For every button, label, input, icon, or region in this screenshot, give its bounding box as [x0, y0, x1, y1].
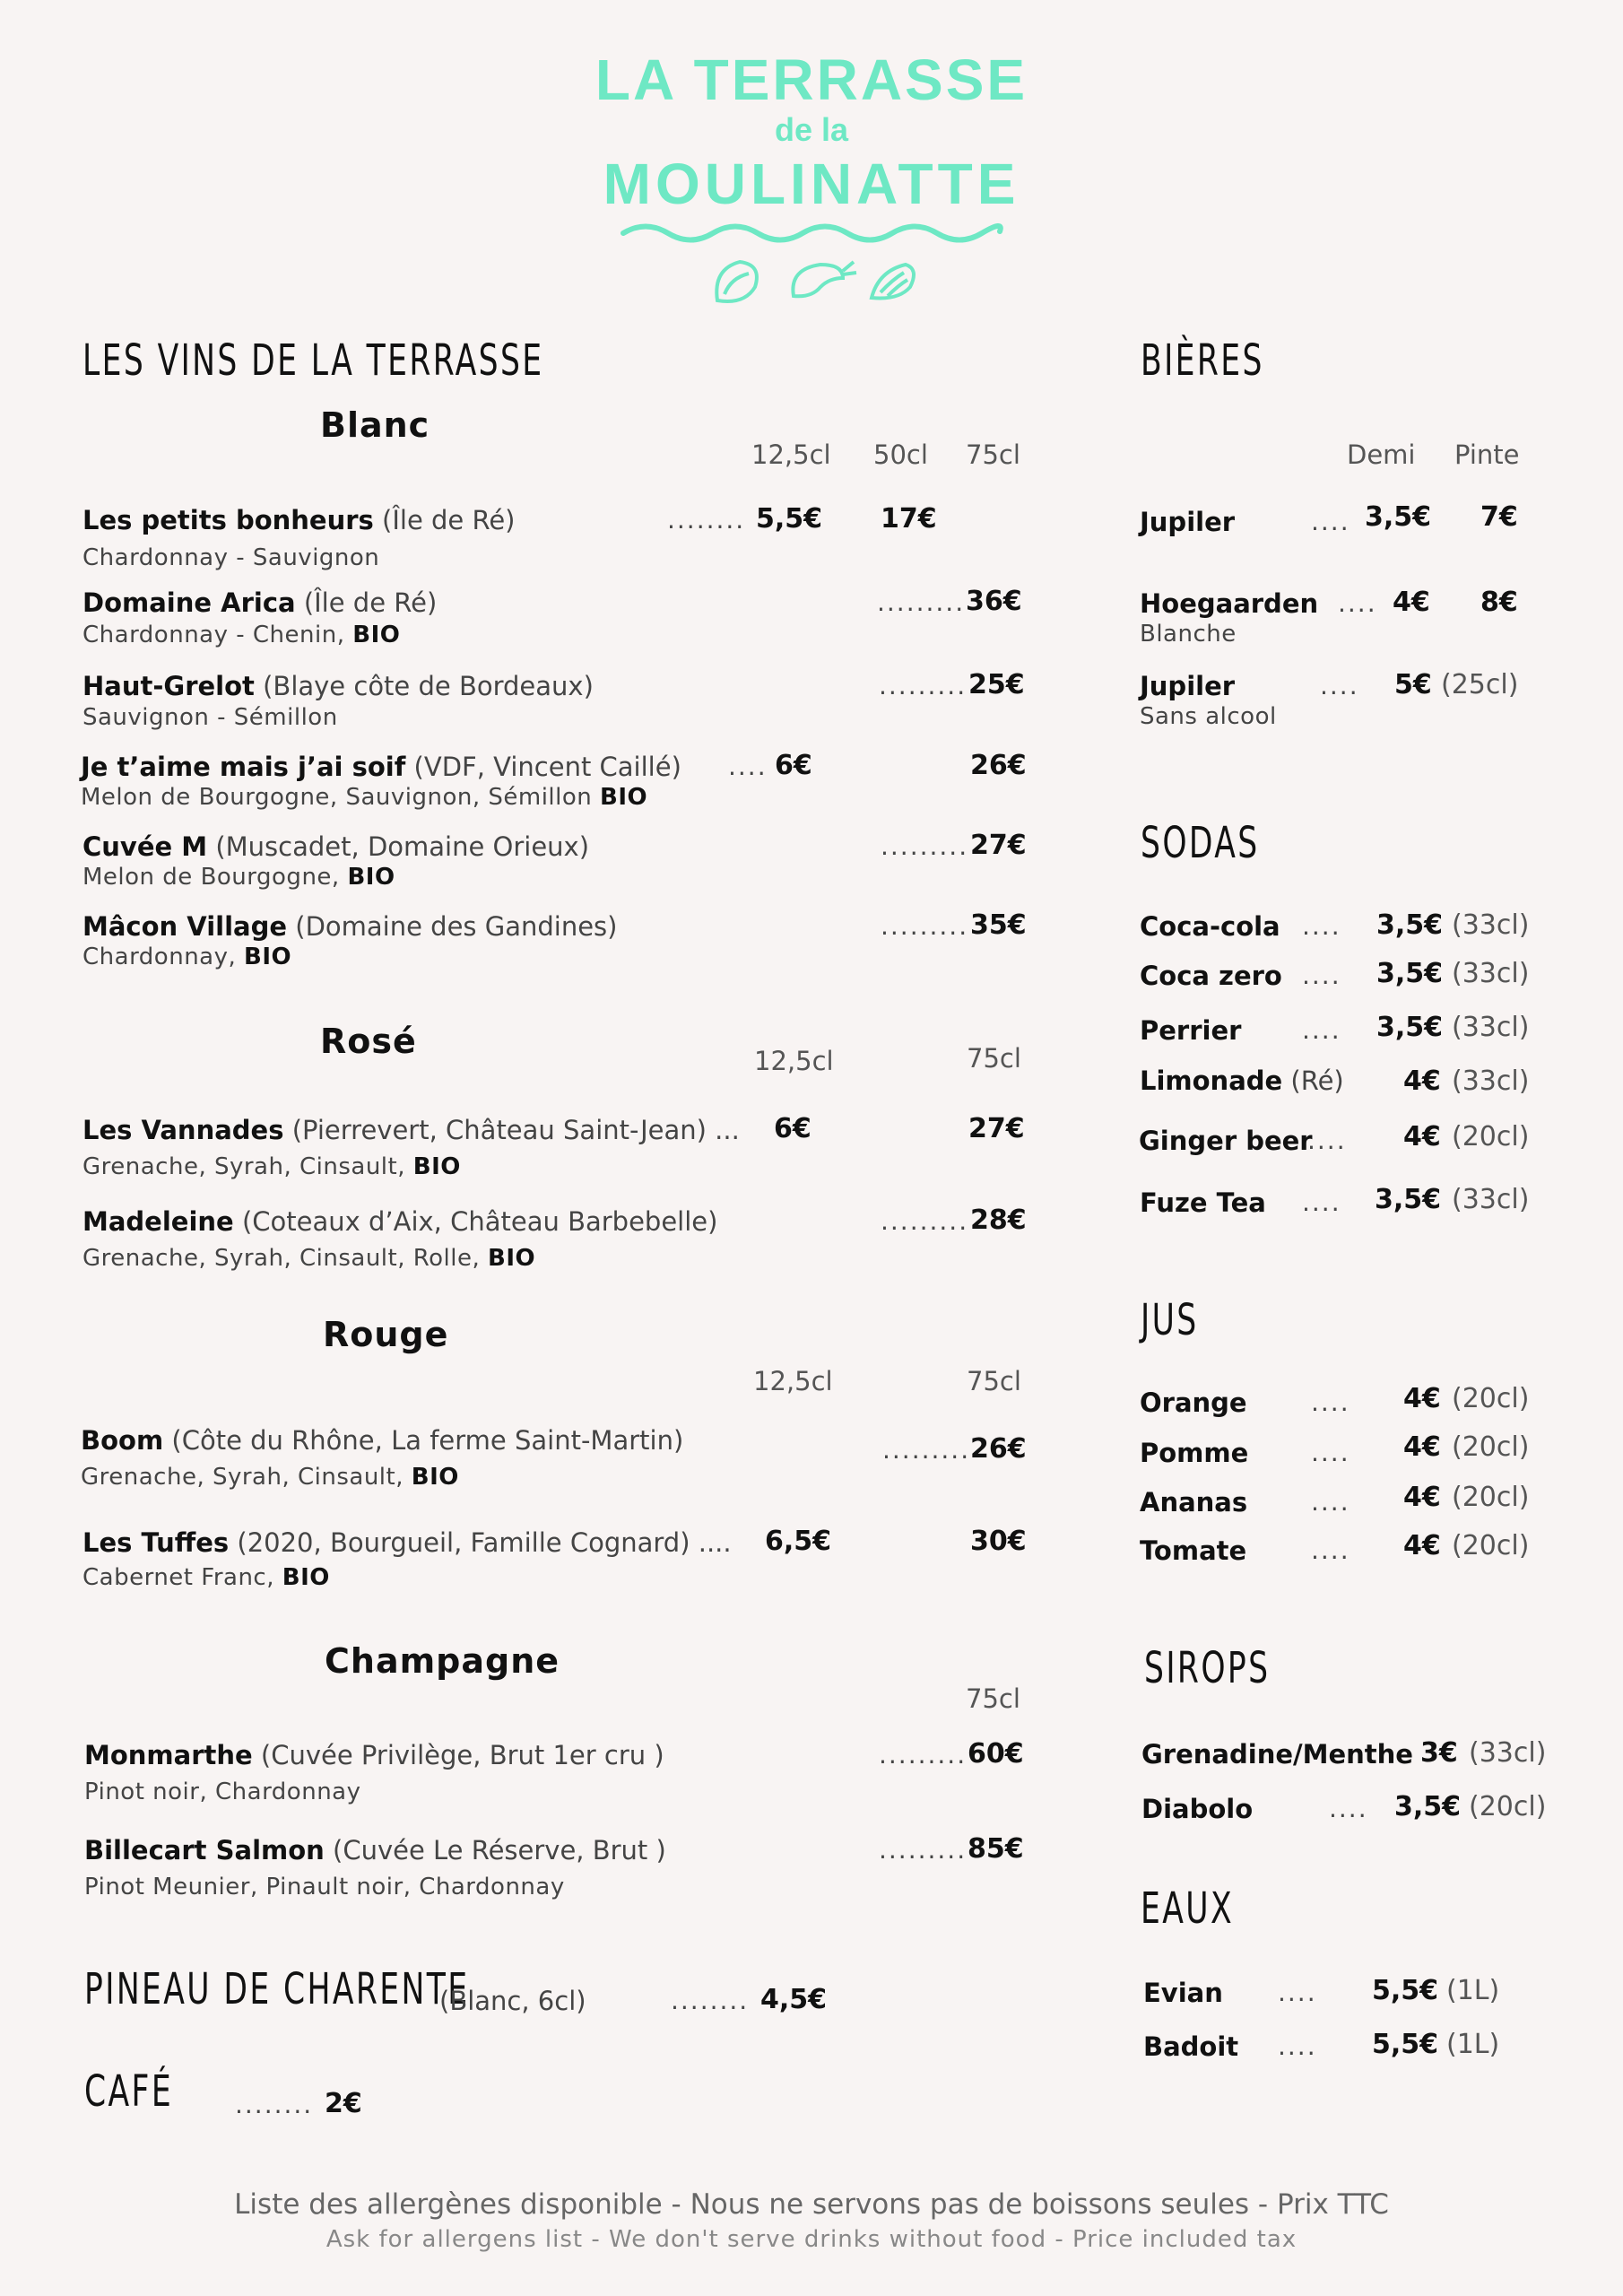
dots: .... [1302, 961, 1341, 990]
price: 36€ [966, 586, 1022, 617]
col-header: 75cl [966, 439, 1020, 470]
grapes-text: Chardonnay - Chenin, [82, 622, 345, 648]
price: 3,5€ [1365, 501, 1432, 533]
dots: .... [1311, 1535, 1350, 1565]
wine-item [82, 831, 589, 862]
price: 3,5€ [1376, 958, 1444, 989]
wine-item [81, 752, 681, 782]
dots: .... [1302, 1015, 1341, 1045]
dots: .... [1302, 1187, 1341, 1217]
wine-name: Billecart Salmon [84, 1835, 325, 1866]
eaux-title: EAUX [1141, 1883, 1235, 1934]
wine-grapes [82, 864, 395, 891]
dots: ......... [879, 1835, 968, 1865]
drink-name: Tomate [1140, 1535, 1247, 1566]
wine-origin: (Domaine des Gandines) [295, 911, 618, 942]
drink-name: Coca-cola [1140, 911, 1280, 942]
bio-label: BIO [347, 864, 395, 891]
sodas-title: SODAS [1141, 818, 1260, 868]
wine-grapes [82, 544, 379, 571]
price: 35€ [970, 909, 1027, 941]
pineau-detail: (Blanc, 6cl) [439, 1986, 586, 2016]
wine-origin: (Île de Ré) [303, 587, 438, 618]
price: 6€ [775, 750, 812, 781]
bio-label: BIO [412, 1153, 461, 1180]
price: 28€ [970, 1205, 1027, 1236]
price: 3,5€ [1376, 1012, 1444, 1043]
blanc-title: Blanc [320, 405, 430, 445]
price: 4€ [1403, 1121, 1441, 1152]
wine-item [82, 1527, 732, 1558]
wine-origin: (Pierrevert, Château Saint-Jean) ... [291, 1115, 740, 1145]
price: 4€ [1393, 587, 1430, 618]
volume: (33cl) [1452, 909, 1530, 941]
dots: ......... [877, 587, 966, 617]
bio-label: BIO [488, 1245, 536, 1272]
dots: .... [1311, 1387, 1350, 1417]
drink-name: Pomme [1140, 1438, 1249, 1468]
grapes-text: Grenache, Syrah, Cinsault, [81, 1464, 404, 1491]
wine-origin: (Muscadet, Domaine Orieux) [215, 831, 590, 862]
dots: ......... [879, 671, 968, 700]
col-header: 75cl [967, 1366, 1021, 1396]
dots: ......... [881, 831, 969, 861]
wine-name: Madeleine [82, 1206, 234, 1237]
price: 2€ [325, 2088, 362, 2119]
drink-name: Grenadine/Menthe [1141, 1739, 1413, 1770]
cafe-title: CAFÉ [84, 2066, 174, 2117]
drink-name: Hoegaarden [1140, 588, 1319, 619]
wine-grapes [82, 1153, 461, 1180]
rose-title: Rosé [320, 1022, 417, 1061]
col-header: 50cl [873, 439, 928, 470]
logo-title-line3: MOULINATTE [603, 152, 1020, 216]
volume: (1L) [1446, 1975, 1500, 2006]
volume: (33cl) [1452, 958, 1530, 989]
grapes-text: Melon de Bourgogne, [82, 864, 340, 891]
price: 4,5€ [760, 1984, 828, 2015]
dots: ......... [882, 1435, 971, 1465]
jus-title: JUS [1141, 1295, 1199, 1345]
wine-origin: (Coteaux d’Aix, Château Barbebelle) [241, 1206, 718, 1237]
price: 3,5€ [1375, 1184, 1442, 1215]
shrimp-icon [793, 262, 856, 296]
sirops-title: SIROPS [1144, 1643, 1271, 1693]
dots: .... [1329, 1794, 1368, 1823]
wine-origin: (Côte du Rhône, La ferme Saint-Martin) [171, 1425, 684, 1456]
wine-grapes [82, 622, 400, 648]
volume: (20cl) [1452, 1530, 1530, 1561]
wine-origin: (2020, Bourgueil, Famille Cognard) .... [237, 1527, 732, 1558]
bio-label: BIO [282, 1564, 330, 1591]
champagne-title: Champagne [325, 1641, 560, 1681]
volume: (33cl) [1452, 1065, 1530, 1097]
col-header: 12,5cl [753, 1366, 833, 1396]
wine-name: Cuvée M [82, 831, 208, 862]
grapes-text: Pinot Meunier, Pinault noir, Chardonnay [84, 1874, 565, 1900]
dots: .... [1338, 588, 1377, 618]
wine-origin: (Blaye côte de Bordeaux) [263, 671, 594, 701]
grapes-text: Sauvignon - Sémillon [82, 704, 338, 731]
wine-name: Boom [81, 1425, 164, 1456]
price: 26€ [970, 1433, 1027, 1465]
col-header: Demi [1347, 439, 1416, 470]
wine-item [84, 1740, 664, 1770]
drink-name: Limonade (Ré) [1140, 1065, 1344, 1096]
dots: ........ [667, 505, 746, 535]
dots: .... [1307, 1126, 1347, 1155]
wine-name: Domaine Arica [82, 587, 296, 618]
drink-name: Diabolo [1141, 1794, 1254, 1824]
price: 27€ [970, 830, 1027, 861]
dots: ......... [881, 911, 969, 941]
drink-name: Ananas [1140, 1487, 1248, 1518]
drink-sub: Blanche [1140, 621, 1237, 648]
grapes-text: Melon de Bourgogne, Sauvignon, Sémillon [81, 784, 593, 811]
rouge-title: Rouge [323, 1315, 449, 1354]
footer-line-en: Ask for allergens list - We don't serve drinks without food - Price included tax [325, 2226, 1298, 2253]
volume: (33cl) [1452, 1184, 1530, 1215]
wine-name: Les Vannades [82, 1115, 284, 1145]
price: 4€ [1403, 1530, 1441, 1561]
price: 7€ [1480, 501, 1518, 533]
dots: ........ [235, 2090, 314, 2119]
drink-name: Jupiler [1140, 507, 1236, 537]
wine-grapes [82, 944, 291, 970]
col-header: 12,5cl [754, 1046, 834, 1076]
wine-grapes [82, 1245, 535, 1272]
price: 3,5€ [1376, 909, 1444, 941]
col-header: Pinte [1454, 439, 1520, 470]
dots: .... [1320, 671, 1359, 700]
volume: (1L) [1446, 2029, 1500, 2060]
price: 3€ [1420, 1737, 1458, 1769]
volume: (20cl) [1452, 1121, 1530, 1152]
wine-name: Je t’aime mais j’ai soif [81, 752, 406, 782]
logo-title-line2: de la [774, 111, 849, 148]
price: 8€ [1480, 587, 1518, 618]
wine-grapes [84, 1779, 361, 1805]
oyster-icon [716, 262, 757, 301]
dots: ........ [671, 1986, 750, 2015]
wine-item [82, 505, 516, 535]
drink-name: Coca zero [1140, 961, 1282, 991]
wine-grapes [82, 704, 338, 731]
price: 3,5€ [1394, 1791, 1462, 1822]
wine-item [82, 587, 437, 618]
wine-item [82, 671, 594, 701]
volume: (20cl) [1452, 1383, 1530, 1414]
dots: .... [1311, 1438, 1350, 1467]
drink-name: Ginger beer [1139, 1126, 1313, 1156]
dots: .... [1302, 911, 1341, 941]
price: 4€ [1403, 1065, 1441, 1097]
dots: .... [728, 752, 768, 781]
price: 5,5€ [1372, 2029, 1439, 2060]
price: 6,5€ [765, 1526, 832, 1557]
volume: (20cl) [1452, 1482, 1530, 1513]
volume: (20cl) [1469, 1791, 1547, 1822]
price: 5,5€ [756, 503, 823, 535]
wine-origin: (VDF, Vincent Caillé) [413, 752, 681, 782]
grapes-text: Chardonnay, [82, 944, 237, 970]
price: 5€ [1394, 669, 1432, 700]
wine-item [82, 1115, 740, 1145]
price: 4€ [1403, 1383, 1441, 1414]
logo-decoration [619, 215, 1004, 314]
wine-name: Haut-Grelot [82, 671, 255, 701]
wine-origin: (Cuvée Le Réserve, Brut ) [333, 1835, 666, 1866]
wine-item [82, 1206, 717, 1237]
price: 5,5€ [1372, 1975, 1439, 2006]
grapes-text: Grenache, Syrah, Cinsault, Rolle, [82, 1245, 481, 1272]
dots: .... [1311, 507, 1350, 536]
wave-icon [623, 226, 1001, 240]
wine-item [84, 1835, 666, 1866]
col-header: 75cl [967, 1043, 1021, 1074]
bio-label: BIO [411, 1464, 459, 1491]
drink-name: Evian [1143, 1978, 1223, 2008]
bio-label: BIO [352, 622, 401, 648]
grapes-text: Cabernet Franc, [82, 1564, 274, 1591]
wine-origin: (Cuvée Privilège, Brut 1er cru ) [260, 1740, 664, 1770]
grapes-text: Pinot noir, Chardonnay [84, 1779, 361, 1805]
footer-line-fr: Liste des allergènes disponible - Nous ne servons pas de boissons seules - Prix TTC [234, 2188, 1389, 2221]
wine-grapes [82, 1564, 330, 1591]
drink-name: Orange [1140, 1387, 1247, 1418]
wine-item [81, 1425, 683, 1456]
price: 6€ [774, 1113, 812, 1144]
price: 26€ [970, 750, 1027, 781]
grapes-text: Grenache, Syrah, Cinsault, [82, 1153, 405, 1180]
price: 4€ [1403, 1482, 1441, 1513]
price: 30€ [970, 1526, 1027, 1557]
wine-name: Monmarthe [84, 1740, 253, 1770]
price: 27€ [968, 1113, 1025, 1144]
wine-grapes [81, 1464, 459, 1491]
wines-section-title: LES VINS DE LA TERRASSE [82, 335, 544, 386]
bio-label: BIO [244, 944, 292, 970]
price: 17€ [881, 503, 937, 535]
grapes-text: Chardonnay - Sauvignon [82, 544, 380, 571]
dots: .... [1278, 2031, 1317, 2061]
price: 85€ [968, 1833, 1024, 1865]
dots: .... [1311, 1487, 1350, 1517]
drink-name: Badoit [1143, 2031, 1239, 2062]
drink-name: Perrier [1140, 1015, 1242, 1046]
price: 4€ [1403, 1431, 1441, 1463]
shell-icon [872, 265, 914, 299]
logo-title-line1: LA TERRASSE [595, 48, 1028, 112]
wine-name: Les petits bonheurs [82, 505, 374, 535]
wine-grapes [81, 784, 647, 811]
col-header: 75cl [966, 1683, 1020, 1714]
wine-grapes [84, 1874, 565, 1900]
volume: (20cl) [1452, 1431, 1530, 1463]
wine-name: Mâcon Village [82, 911, 288, 942]
dots: ......... [881, 1206, 969, 1236]
dots: .... [1278, 1978, 1317, 2007]
dots: ......... [879, 1740, 968, 1770]
volume: (25cl) [1441, 669, 1519, 700]
drink-name: Jupiler [1140, 671, 1236, 701]
drink-sub: Sans alcool [1140, 703, 1277, 730]
bieres-title: BIÈRES [1141, 335, 1264, 386]
price: 60€ [968, 1738, 1024, 1770]
volume: (33cl) [1469, 1737, 1547, 1769]
drink-name: Fuze Tea [1140, 1187, 1266, 1218]
wine-item [82, 911, 617, 942]
wine-origin: (Île de Ré) [382, 505, 516, 535]
wine-name: Les Tuffes [82, 1527, 230, 1558]
col-header: 12,5cl [751, 439, 831, 470]
bio-label: BIO [600, 784, 648, 811]
volume: (33cl) [1452, 1012, 1530, 1043]
pineau-title: PINEAU DE CHARENTE [84, 1964, 470, 2014]
price: 25€ [968, 669, 1025, 700]
